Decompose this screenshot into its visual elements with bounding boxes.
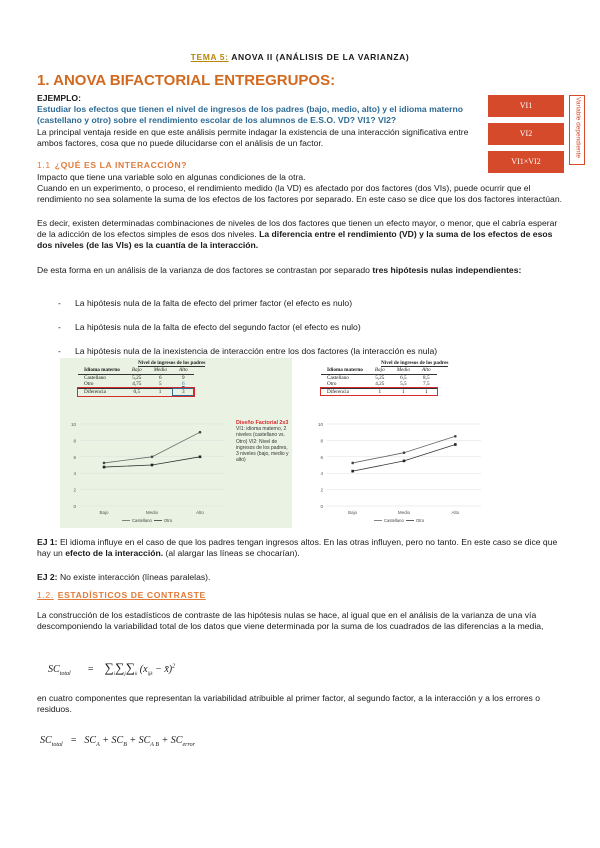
subsection-title: ESTADÍSTICOS DE CONTRASTE [57, 590, 206, 600]
cell: 1 [378, 388, 382, 395]
cell: Castellano [84, 374, 106, 381]
data-point [454, 435, 457, 438]
subsection-1-1 [37, 160, 565, 171]
inter-p3 [37, 218, 565, 252]
ej1-label: EJ 1: [37, 537, 58, 547]
cell: 6 [159, 374, 162, 381]
formula-sc-decomposition: $SC_{total} = SC_A + SC_B + SC_{A B} + SC_{error}$ [40, 735, 195, 748]
hipo-intro-text: De esta forma en un análisis de la varianza de dos factores se contrastan por separado [37, 265, 370, 275]
x-tick-label: Alto [196, 510, 204, 515]
ej2-paragraph [37, 572, 565, 583]
col-header: Bajo [374, 367, 385, 373]
table-row [321, 388, 437, 395]
cell: Otro [327, 381, 337, 388]
cell: 1 [402, 388, 405, 395]
cell: 7,5 [423, 381, 430, 388]
estadisticos-p2: en cuatro componentes que representan la variabilidad atribuible al primer factor, al segundo factor, a la interacción y a los errores o residuos. [37, 693, 541, 715]
col-header: Idioma materno [84, 367, 120, 373]
subsection-number: 1.1 [37, 160, 51, 170]
variable-dependiente-label: Variable dependiente [574, 97, 582, 158]
estadisticos-p1: La construcción de los estadísticos de contraste de las hipótesis nulas se hace, al igual que en el análisis de la varianza de una vía descomponiendo la variabilidad total de los datos que viene determinada por la suma de los cuadrados de las diferencias a la media, [37, 610, 544, 632]
cell: 8,5 [423, 374, 430, 381]
y-tick-label: 2 [320, 487, 323, 493]
cell: 1 [158, 389, 162, 396]
cell: 5,5 [400, 381, 407, 388]
cell: Diferencia [327, 388, 349, 395]
cell: 5 [159, 381, 162, 388]
ejemplo-label: EJEMPLO: [37, 93, 81, 103]
y-tick-label: 6 [73, 454, 76, 460]
diseno-text: VI1: idioma materno, 2 niveles (castellano vs. Otro) VI2: Nivel de ingresos de los padres, 3 niveles (bajo, medio y alto) [236, 426, 289, 464]
cell: 5,25 [375, 374, 385, 381]
data-table [321, 367, 437, 395]
data-point [103, 466, 106, 469]
table-row [78, 374, 194, 381]
series-line-otro [353, 445, 456, 472]
formula-sc-total: $SC_{total} = \sum_i\sum_j\sum_k$ ($x_{ijk}$ − x̄)$^2$ [48, 660, 176, 677]
ejemplo-text: Estudiar los efectos que tienen el nivel de ingresos de los padres (bajo, medio, alto) y el idioma materno (castellano y otro) sobre el rendimiento escolar de los alumnos de E.S.O. VD? VI1? VI2? [37, 104, 463, 126]
subsection-title: ¿QUÉ ES LA INTERACCIÓN? [54, 160, 188, 170]
cell: 9 [182, 374, 185, 381]
vi1xvi2-box: VI1×VI2 [488, 151, 564, 173]
section-title: 1. ANOVA BIFACTORIAL ENTREGRUPOS: [37, 72, 336, 89]
data-point [351, 470, 354, 473]
cell: 6 [182, 381, 185, 388]
list-item [60, 322, 560, 333]
y-tick-label: 8 [320, 438, 323, 444]
ej1-note: (al alargar las líneas se chocarían). [165, 548, 300, 559]
x-tick-label: Medio [145, 510, 159, 515]
variable-dependiente-box [569, 95, 585, 165]
hipo-intro [37, 265, 565, 276]
line-chart-ej1 [62, 418, 232, 528]
hipotesis-2: La hipótesis nula de la falta de efecto del segundo factor (el efecto es nulo) [75, 322, 361, 332]
ej1-text: El idioma influye en el caso de que los padres tengan ingresos altos. En las otras influyen, pero no tanto. En este caso se dice que hay un [37, 537, 558, 559]
x-tick-label: Bajo [99, 510, 109, 515]
inter-p1: Impacto que tiene una variable solo en algunas condiciones de la otra. [37, 172, 306, 182]
cell: 4,25 [375, 381, 385, 388]
ej1-bold: efecto de la interacción. [65, 548, 164, 559]
ventaja-paragraph: La principal ventaja reside en que este análisis permite indagar la existencia de una interacción significativa entre ambos factores, cosa que no puede dilucidarse con el análisis de un factor. [37, 127, 469, 149]
inter-p2: Cuando en un experimento, o proceso, el rendimiento medido (la VD) es afectado por dos factores (dos VIs), puede ocurrir que el rendimiento no sea solamente la suma de los efectos de los factores por separado. En este caso se dice que los dos factores interactúan. [37, 183, 562, 205]
data-point [199, 456, 202, 459]
y-tick-label: 4 [320, 471, 323, 477]
data-point [151, 464, 154, 467]
table-row [78, 388, 194, 396]
y-tick-label: 4 [73, 471, 76, 477]
y-tick-label: 0 [320, 504, 323, 509]
cell: 6,5 [400, 374, 407, 381]
data-point [151, 456, 154, 459]
cell: 1 [425, 388, 428, 395]
inter-p3-text: Es decir, existen determinadas combinaciones de niveles de los dos factores que tienen un efecto mayor, o menor, que el cabría esperar de la adicción de los efectos simples de esos dos niveles. [37, 218, 558, 240]
table-title: Nivel de ingresos de los padres [138, 360, 206, 366]
header-title-text: ANOVA II (ANÁLISIS DE LA VARIANZA) [231, 52, 410, 62]
legend-label: Castellano [384, 518, 404, 523]
line-chart-ej2 [309, 418, 489, 528]
cell: Diferencia [84, 389, 106, 396]
inter-p3-bold: La diferencia entre el rendimiento (VD) y la suma de los efectos de esos dos niveles (de las VIs) es la cuantía de la interacción. [37, 229, 553, 251]
table-ej2 [321, 360, 448, 395]
col-header: Medio [396, 367, 410, 373]
hipotesis-1: La hipótesis nula de la falta de efecto del primer factor (el efecto es nulo) [75, 298, 353, 308]
list-item [60, 346, 560, 357]
col-header: Alto [421, 367, 431, 373]
diseno-note [236, 420, 290, 463]
col-header: Medio [153, 367, 167, 373]
cell: Castellano [327, 374, 349, 381]
data-point [403, 451, 406, 454]
x-tick-label: Bajo [348, 510, 358, 515]
hipotesis-3: La hipótesis nula de la inexistencia de interacción entre los dos factores (la interacción es nula) [75, 346, 438, 356]
y-tick-label: 2 [73, 487, 76, 493]
list-item [60, 298, 560, 309]
figure-ej1 [60, 358, 292, 528]
cell: Otro [84, 381, 94, 388]
y-tick-label: 10 [70, 422, 76, 427]
ej2-text: No existe interacción (líneas paralelas). [59, 572, 211, 582]
subsection-1-2 [37, 590, 565, 601]
data-point [454, 443, 457, 446]
cell: 0,5 [133, 389, 141, 396]
legend-label: Otro [416, 518, 425, 523]
y-tick-label: 10 [317, 422, 323, 427]
x-tick-label: Alto [451, 510, 460, 515]
table-title: Nivel de ingresos de los padres [381, 360, 449, 366]
data-point [403, 460, 406, 463]
table-ej1 [78, 360, 205, 396]
y-tick-label: 8 [73, 438, 76, 444]
table-row [321, 374, 437, 381]
vi1-box: VI1 [488, 95, 564, 117]
col-header: Idioma materno [327, 367, 363, 373]
ej1-paragraph [37, 537, 565, 559]
ej2-label: EJ 2: [37, 572, 58, 582]
x-tick-label: Medio [397, 510, 411, 515]
data-point [103, 462, 106, 465]
data-point [351, 462, 354, 465]
legend-label: Castellano [132, 518, 152, 523]
col-header: Bajo [131, 367, 142, 373]
cell: 5,25 [132, 374, 142, 381]
y-tick-label: 0 [73, 504, 76, 509]
hipo-intro-bold: tres hipótesis nulas independientes: [372, 265, 522, 275]
header-title [0, 52, 600, 62]
legend-label: Otro [164, 518, 173, 523]
series-line-castellano [104, 432, 200, 463]
table-row [78, 381, 194, 388]
y-tick-label: 6 [320, 454, 323, 460]
cell: 4,75 [132, 381, 142, 388]
diseno-title: Diseño Factorial 2x3 [236, 420, 289, 426]
subsection-number: 1.2. [37, 590, 54, 600]
cell: 3 [173, 388, 194, 396]
table-row [321, 381, 437, 388]
header-title-number: TEMA 5: [190, 52, 229, 62]
figure-ej2 [305, 358, 497, 528]
col-header: Alto [178, 367, 188, 373]
data-point [199, 431, 202, 434]
vi2-box: VI2 [488, 123, 564, 145]
data-table [78, 367, 194, 396]
